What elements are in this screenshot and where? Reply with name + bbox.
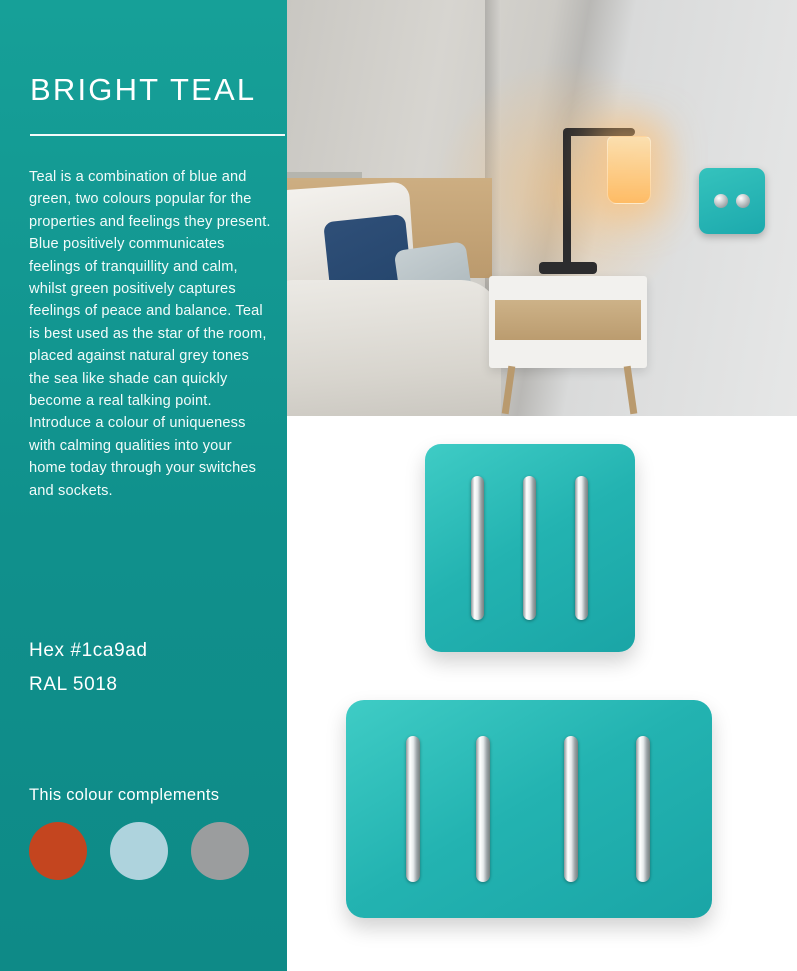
quad-rocker-switch	[346, 700, 712, 918]
wall-switch-teal	[699, 168, 765, 234]
rocker-lever-icon	[564, 736, 578, 882]
hex-code-label: Hex #1ca9ad	[29, 640, 148, 661]
ral-code-label: RAL 5018	[29, 674, 118, 695]
rocker-lever-icon	[575, 476, 588, 620]
switch-knob-icon	[736, 194, 750, 208]
switch-knob-icon	[714, 194, 728, 208]
swatch-grey	[191, 822, 249, 880]
duvet	[287, 280, 501, 416]
rocker-lever-icon	[406, 736, 420, 882]
rocker-lever-icon	[523, 476, 536, 620]
imagery-column	[287, 0, 797, 971]
lamp-arm	[563, 128, 635, 136]
bedroom-photo	[287, 0, 797, 416]
complements-heading: This colour complements	[29, 786, 220, 804]
lamp-stem	[563, 132, 571, 266]
page-title: BRIGHT TEAL	[30, 72, 257, 107]
nightstand-drawer	[495, 300, 641, 340]
rocker-lever-icon	[476, 736, 490, 882]
rocker-lever-icon	[636, 736, 650, 882]
triple-rocker-switch	[425, 444, 635, 652]
lamp-bulb	[607, 136, 651, 204]
complement-swatch-list	[29, 822, 249, 880]
colour-info-sidebar	[0, 0, 287, 971]
rocker-lever-icon	[471, 476, 484, 620]
title-divider	[30, 134, 285, 136]
swatch-pale-blue	[110, 822, 168, 880]
colour-description: Teal is a combination of blue and green, two colours popular for the properties and feelings they present. Blue positively communicates feelings of tranquillity and calm, whilst green positively captures feelings of peace and balance. Teal is best used as the star of the room, placed against natural grey tones the sea like shade can quickly become a real talking point. Introduce a colour of uniqueness with calming qualities into your home today through your switches and sockets.	[29, 169, 271, 499]
swatch-burnt-orange	[29, 822, 87, 880]
